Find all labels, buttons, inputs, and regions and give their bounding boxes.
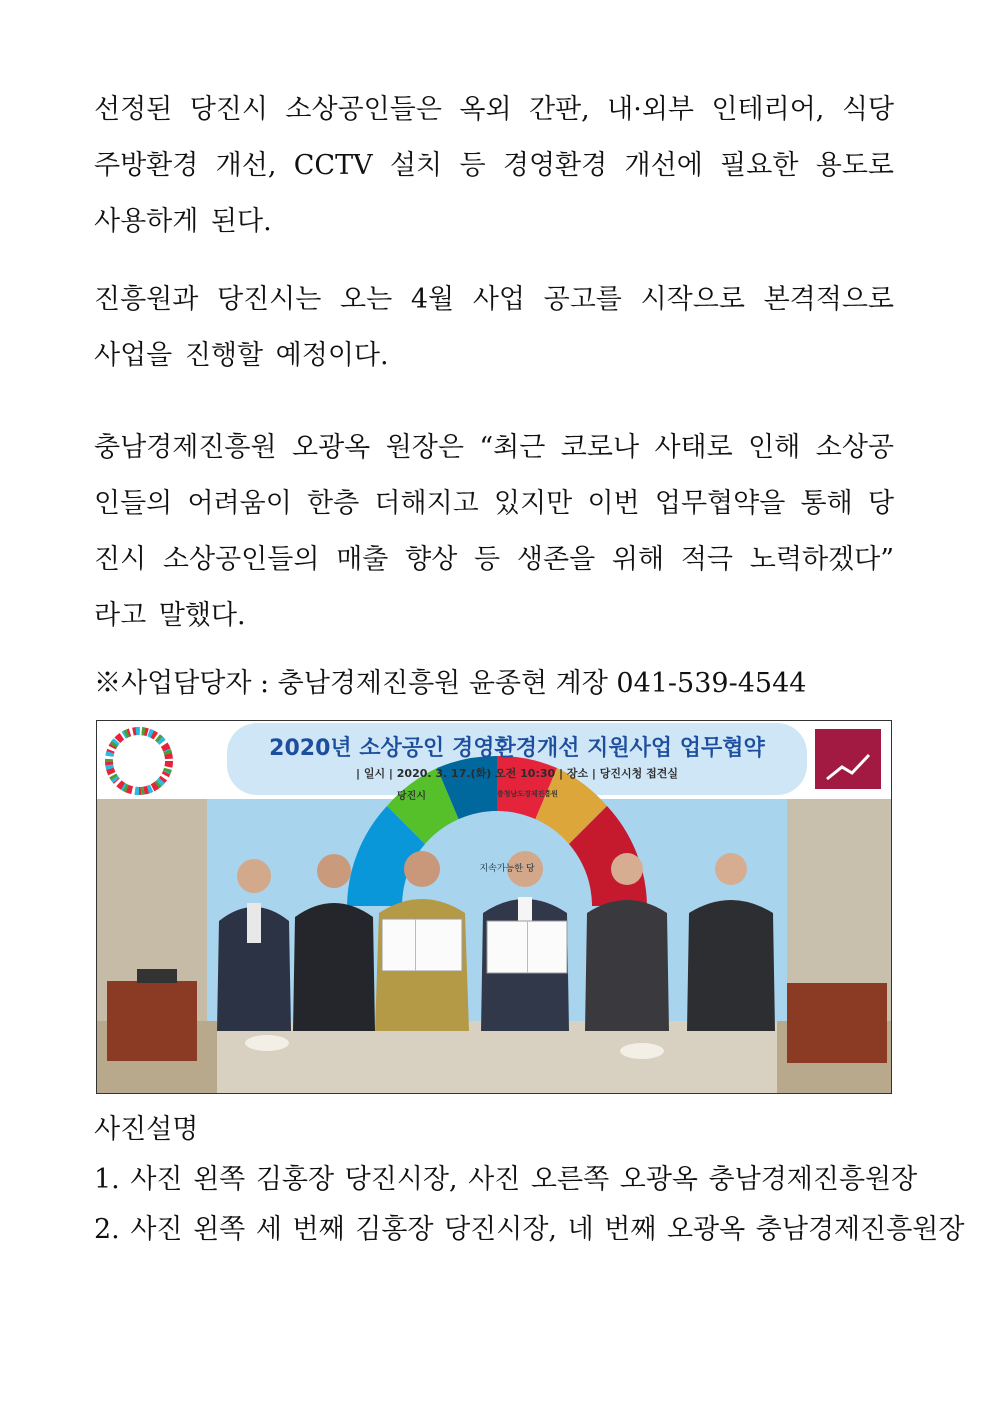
text-line: 선정된 당진시 소상공인들은 옥외 간판, 내·외부 인테리어, 식당 [94,94,894,125]
backdrop-caption: 지속가능한 당 [479,864,535,874]
text-line: 진흥원과 당진시는 오는 4월 사업 공고를 시작으로 본격적으로 [94,284,894,315]
paragraph-quote [94,420,894,644]
event-photo [96,720,892,1094]
text-line: 라고 말했다. [94,600,246,631]
text-line: 충남경제진흥원 오광옥 원장은 “최근 코로나 사태로 인해 소상공 [94,432,894,463]
text-line: 사업을 진행할 예정이다. [94,340,389,371]
text-line: 사용하게 된다. [94,206,272,237]
text-line: 인들의 어려움이 한층 더해지고 있지만 이번 업무협약을 통해 당 [94,488,894,519]
banner-org-economy-agency: 충청남도경제진흥원 [497,790,558,798]
text-line: 진시 소상공인들의 매출 향상 등 생존을 위해 적극 노력하겠다” [94,544,894,575]
paragraph-support-usage [94,82,894,250]
banner-org-dangjin: 당진시 [397,791,426,802]
text-line: 주방환경 개선, CCTV 설치 등 경영환경 개선에 필요한 용도로 [94,150,894,181]
contact-info: ※사업담당자 : 충남경제진흥원 윤종현 계장 041-539-4544 [94,668,807,699]
photo-caption-title: 사진설명 [94,1114,199,1145]
banner-title: 2020년 소상공인 경영환경개선 지원사업 업무협약 [269,736,765,761]
photo-caption-line: 2. 사진 왼쪽 세 번째 김홍장 당진시장, 네 번째 오광옥 충남경제진흥원장 [94,1214,965,1245]
banner-event-details: | 일시 | 2020. 3. 17.(화) 오전 10:30 | 장소 | 당진시청 접견실 [356,767,678,780]
paragraph-schedule [94,272,894,384]
sdg8-badge [815,729,881,789]
photo-caption-line: 1. 사진 왼쪽 김홍장 당진시장, 사진 오른쪽 오광옥 충남경제진흥원장 [94,1164,918,1195]
